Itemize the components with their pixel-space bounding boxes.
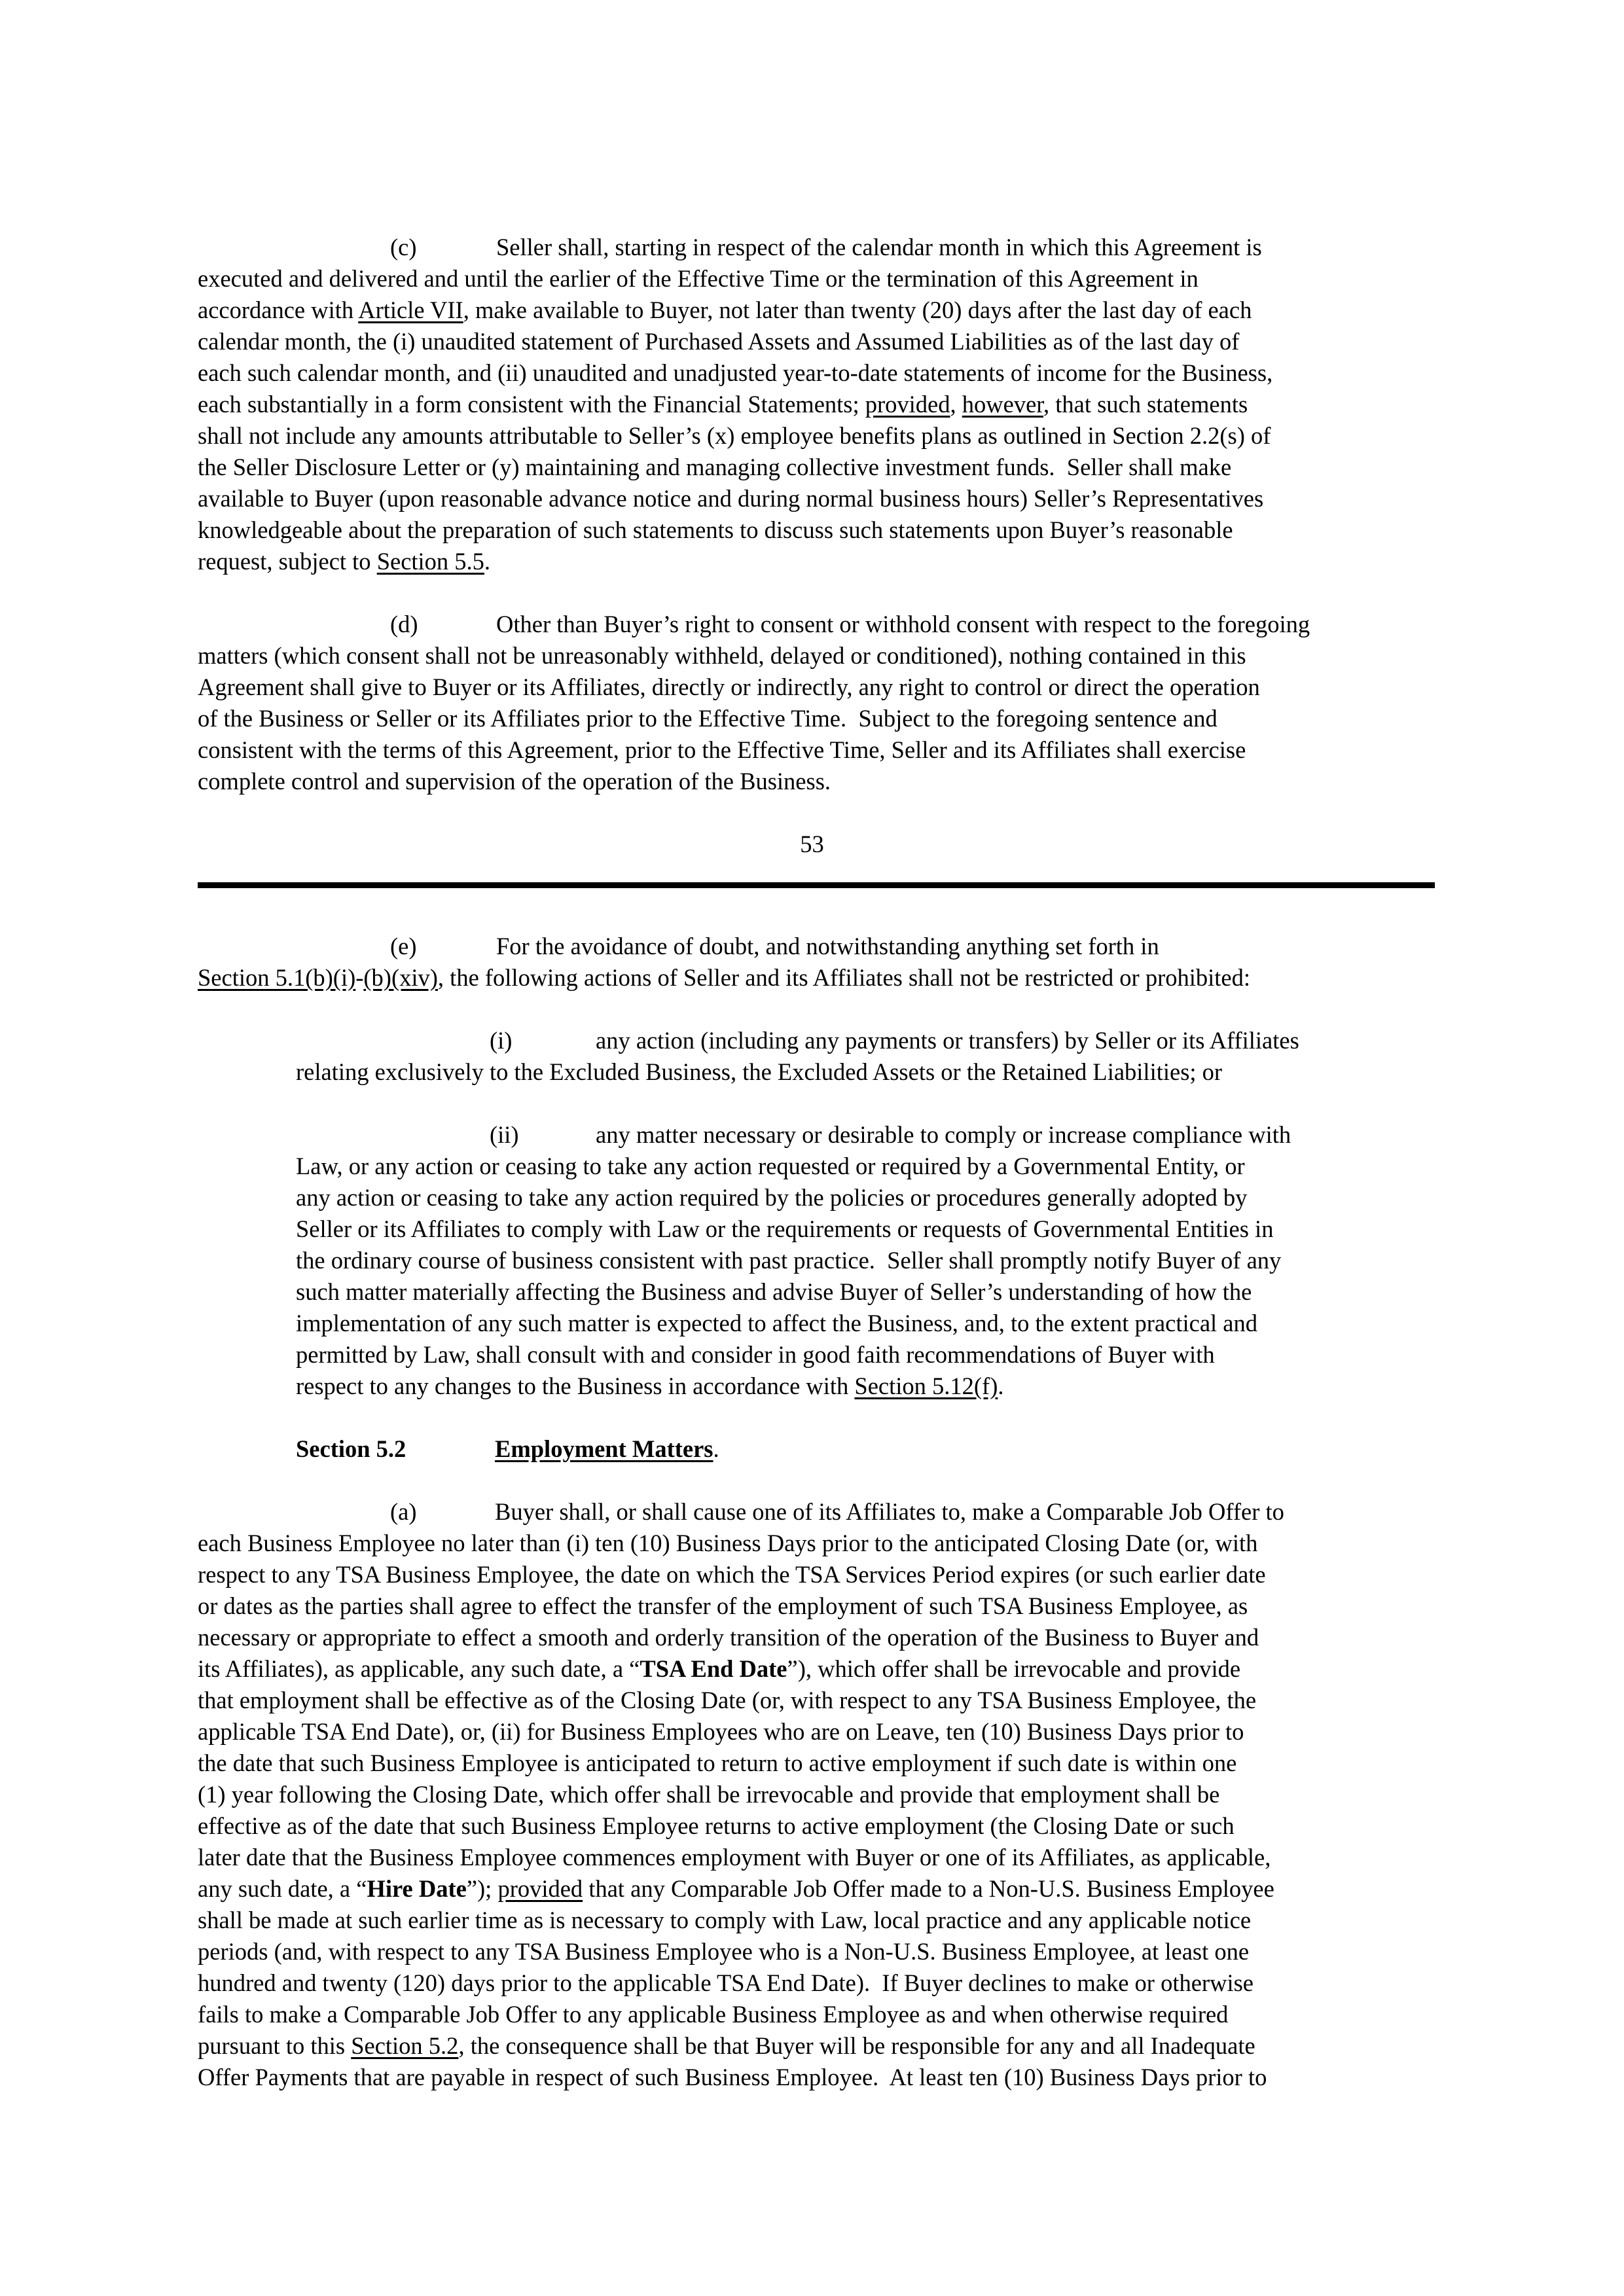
- clause-label: (ii): [490, 1121, 519, 1148]
- paragraph-label: (a): [390, 1498, 417, 1525]
- paragraph-text-line: respect to any TSA Business Employee, the date on which the TSA Services Period expires (or such earlier date: [198, 1561, 1266, 1588]
- clause-text-line: Law, or any action or ceasing to take any action requested or required by a Governmental Entity, or: [296, 1153, 1245, 1179]
- paragraph-text-line: each substantially in a form consistent with the Financial Statements; provided, however, that such statements: [198, 391, 1248, 418]
- clause-text-line: the ordinary course of business consistent with past practice. Seller shall promptly notify Buyer of any: [296, 1247, 1282, 1274]
- section-5-2-reference: Section 5.2: [351, 2032, 459, 2059]
- provided-term: provided: [865, 391, 950, 418]
- paragraph-text-line: complete control and supervision of the operation of the Business.: [198, 768, 831, 795]
- paragraph-text-line: effective as of the date that such Business Employee returns to active employment (the Closing Date or such: [198, 1812, 1235, 1839]
- section-5-12-f-reference: Section 5.12(f): [854, 1372, 998, 1399]
- clause-text-line: permitted by Law, shall consult with and consider in good faith recommendations of Buyer with: [296, 1341, 1215, 1368]
- clause-text-line: any action or ceasing to take any action required by the policies or procedures generally adopted by: [296, 1184, 1248, 1211]
- paragraph-text-line: consistent with the terms of this Agreement, prior to the Effective Time, Seller and its Affiliates shall exercise: [198, 736, 1246, 763]
- paragraph-text-line: matters (which consent shall not be unreasonably withheld, delayed or conditioned), nothing contained in this: [198, 642, 1246, 669]
- paragraph-text-line: the date that such Business Employee is anticipated to return to active employment if such date is within one: [198, 1749, 1237, 1776]
- paragraph-text-line: any such date, a “Hire Date”); provided that any Comparable Job Offer made to a Non-U.S. Business Employee: [198, 1875, 1274, 1902]
- provided-term: provided: [497, 1875, 583, 1902]
- paragraph-text-line: executed and delivered and until the earlier of the Effective Time or the termination of this Agreement in: [198, 265, 1199, 292]
- paragraph-text-line: accordance with Article VII, make available to Buyer, not later than twenty (20) days after the last day of each: [198, 296, 1252, 323]
- paragraph-text-line: Section 5.1(b)(i)-(b)(xiv), the following actions of Seller and its Affiliates shall not be restricted or prohibited:: [198, 964, 1250, 991]
- section-title: Employment Matters.: [495, 1435, 719, 1462]
- section-b-xiv-reference: (b)(xiv): [363, 964, 438, 991]
- paragraph-text-line: necessary or appropriate to effect a smooth and orderly transition of the operation of the Business to Buyer and: [198, 1624, 1259, 1651]
- paragraph-text-line: request, subject to Section 5.5.: [198, 548, 491, 575]
- section-5-5-reference: Section 5.5: [376, 548, 484, 575]
- paragraph-text-line: the Seller Disclosure Letter or (y) maintaining and managing collective investment funds. Seller shall make: [198, 454, 1232, 480]
- section-number: Section 5.2: [296, 1435, 406, 1462]
- section-5-1-b-i-reference: Section 5.1(b)(i): [198, 964, 356, 991]
- paragraph-text-line: applicable TSA End Date), or, (ii) for Business Employees who are on Leave, ten (10) Business Days prior to: [198, 1718, 1244, 1745]
- paragraph-text-line: Seller shall, starting in respect of the calendar month in which this Agreement is: [496, 234, 1262, 260]
- paragraph-label: (c): [390, 234, 417, 260]
- paragraph-text-line: (1) year following the Closing Date, which offer shall be irrevocable and provide that employment shall be: [198, 1781, 1220, 1808]
- paragraph-text-line: available to Buyer (upon reasonable advance notice and during normal business hours) Seller’s Representatives: [198, 485, 1264, 512]
- paragraph-text-line: pursuant to this Section 5.2, the consequence shall be that Buyer will be responsible for any and all Inadequate: [198, 2032, 1255, 2059]
- clause-text-line: implementation of any such matter is expected to affect the Business, and, to the extent practical and: [296, 1310, 1257, 1336]
- page-break-rule: [198, 882, 1435, 888]
- paragraph-text-line: Agreement shall give to Buyer or its Affiliates, directly or indirectly, any right to control or direct the operation: [198, 673, 1260, 700]
- clause-text-line: respect to any changes to the Business in accordance with Section 5.12(f).: [296, 1372, 1004, 1399]
- paragraph-text-line: each such calendar month, and (ii) unaudited and unadjusted year-to-date statements of income for the Business,: [198, 359, 1273, 386]
- clause-text-line: such matter materially affecting the Business and advise Buyer of Seller’s understanding of how the: [296, 1278, 1252, 1305]
- paragraph-text-line: that employment shall be effective as of the Closing Date (or, with respect to any TSA Business Employee, the: [198, 1687, 1257, 1713]
- tsa-end-date-term: TSA End Date: [640, 1655, 787, 1682]
- paragraph-label: (e): [390, 933, 417, 960]
- paragraph-text-line: Buyer shall, or shall cause one of its Affiliates to, make a Comparable Job Offer to: [495, 1498, 1284, 1525]
- paragraph-text-line: Offer Payments that are payable in respect of such Business Employee. At least ten (10) Business Days prior to: [198, 2064, 1267, 2090]
- clause-text-line: Seller or its Affiliates to comply with Law or the requirements or requests of Governmental Entities in: [296, 1215, 1274, 1242]
- paragraph-text-line: hundred and twenty (120) days prior to the applicable TSA End Date). If Buyer declines to make or otherwise: [198, 1969, 1254, 1996]
- paragraph-text-line: periods (and, with respect to any TSA Business Employee who is a Non-U.S. Business Employee, at least one: [198, 1938, 1250, 1965]
- page-number: 53: [800, 831, 824, 857]
- paragraph-text-line: or dates as the parties shall agree to effect the transfer of the employment of such TSA Business Employee, as: [198, 1592, 1248, 1619]
- hire-date-term: Hire Date: [367, 1875, 467, 1902]
- paragraph-text-line: later date that the Business Employee commences employment with Buyer or one of its Affiliates, as applicable,: [198, 1844, 1271, 1871]
- paragraph-text-line: shall be made at such earlier time as is necessary to comply with Law, local practice and any applicable notice: [198, 1907, 1252, 1933]
- paragraph-text-line: knowledgeable about the preparation of such statements to discuss such statements upon Buyer’s reasonable: [198, 516, 1233, 543]
- clause-text-line: any action (including any payments or transfers) by Seller or its Affiliates: [596, 1027, 1299, 1054]
- paragraph-text-line: shall not include any amounts attributable to Seller’s (x) employee benefits plans as outlined in Section 2.2(s) of: [198, 422, 1271, 449]
- paragraph-text-line: Other than Buyer’s right to consent or withhold consent with respect to the foregoing: [496, 611, 1310, 637]
- paragraph-text-line: its Affiliates), as applicable, any such date, a “TSA End Date”), which offer shall be irrevocable and provide: [198, 1655, 1241, 1682]
- paragraph-text-line: fails to make a Comparable Job Offer to any applicable Business Employee as and when otherwise required: [198, 2001, 1229, 2028]
- paragraph-text-line: For the avoidance of doubt, and notwithstanding anything set forth in: [496, 933, 1159, 960]
- paragraph-text-line: calendar month, the (i) unaudited statement of Purchased Assets and Assumed Liabilities as of the last day of: [198, 328, 1240, 355]
- however-term: however: [962, 391, 1043, 418]
- clause-text-line: relating exclusively to the Excluded Business, the Excluded Assets or the Retained Liabilities; or: [296, 1058, 1223, 1085]
- clause-text-line: any matter necessary or desirable to comply or increase compliance with: [596, 1121, 1291, 1148]
- paragraph-text-line: of the Business or Seller or its Affiliates prior to the Effective Time. Subject to the foregoing sentence and: [198, 705, 1218, 732]
- paragraph-text-line: each Business Employee no later than (i) ten (10) Business Days prior to the anticipated Closing Date (or, with: [198, 1530, 1258, 1556]
- article-vii-reference: Article VII: [358, 296, 463, 323]
- clause-label: (i): [490, 1027, 513, 1054]
- paragraph-label: (d): [390, 611, 418, 637]
